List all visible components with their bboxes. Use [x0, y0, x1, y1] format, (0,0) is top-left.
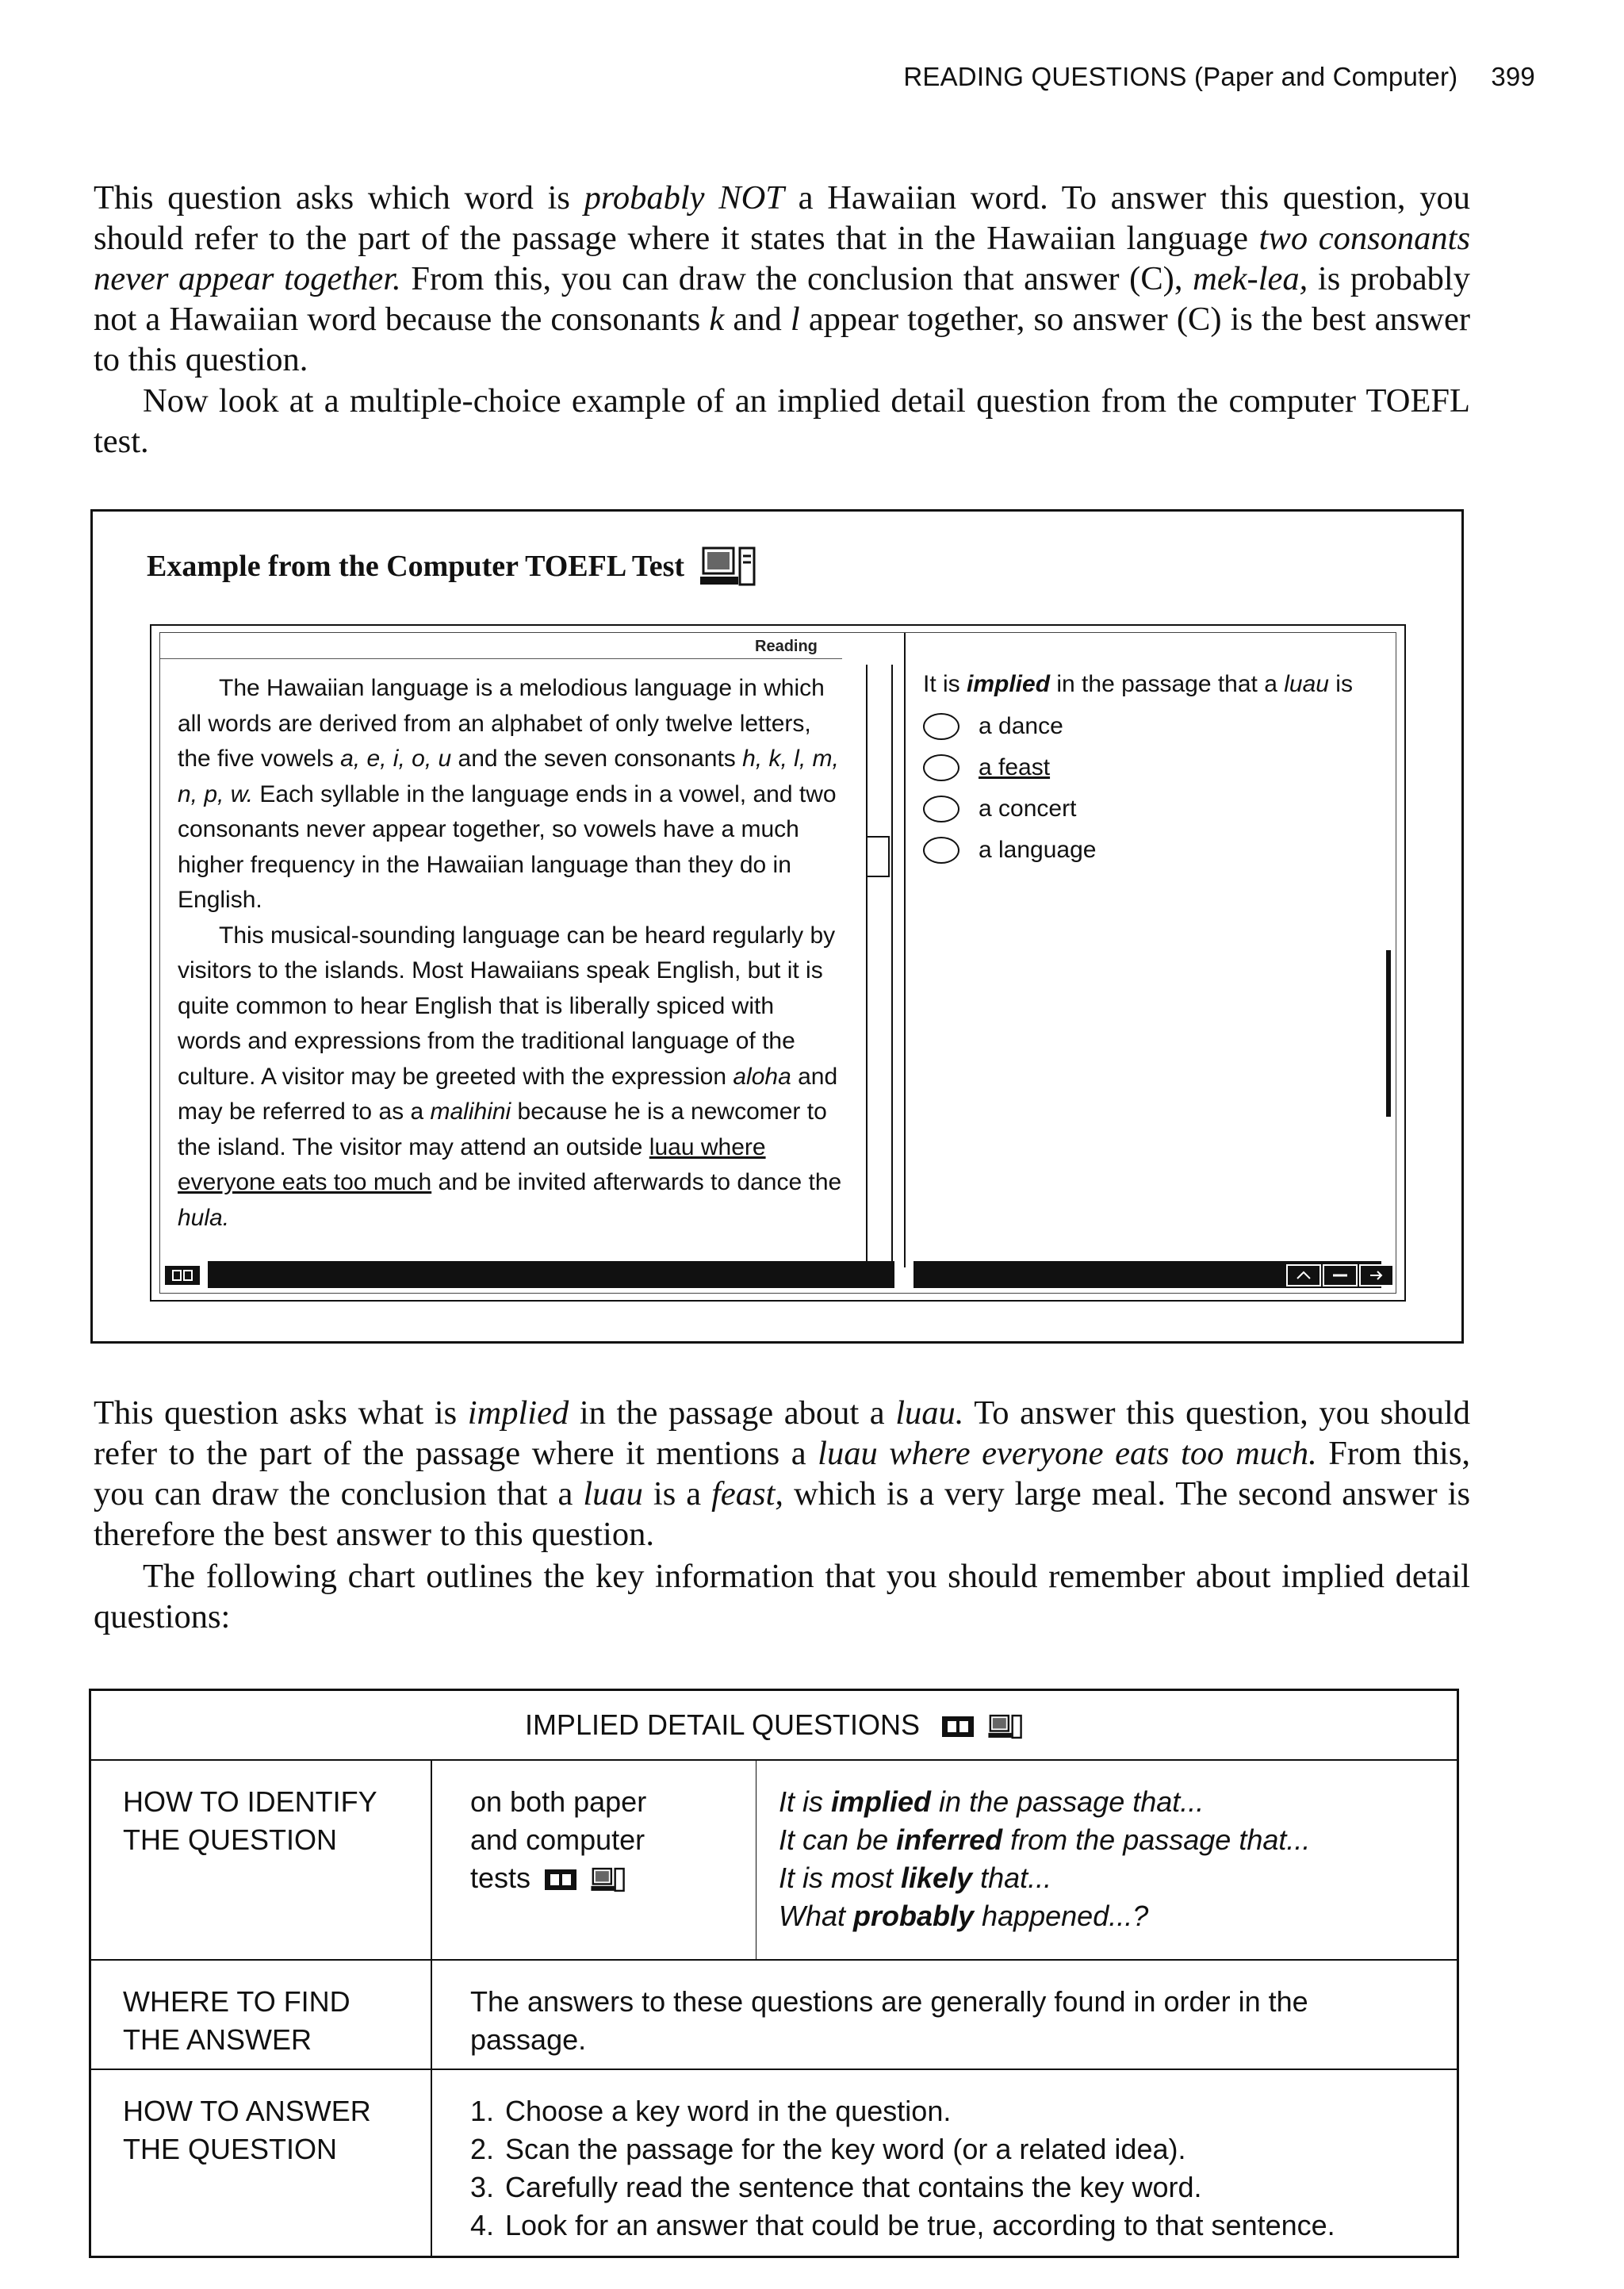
keyword: probably: [853, 1900, 975, 1932]
example-title: [147, 545, 757, 588]
passage-paragraph-1: [178, 671, 844, 918]
label-line: HOW TO IDENTIFY: [123, 1785, 377, 1818]
option-label: a language: [979, 837, 1097, 863]
text: From this, you can draw the conclusion that a: [94, 1435, 1470, 1513]
passage-scrollbar[interactable]: [866, 665, 893, 1266]
text: because he is a newcomer to the island. The visitor may attend an outside: [178, 1098, 827, 1160]
paragraph-2: Now look at a multiple-choice example of an implied detail question from the computer TOEFL test.: [94, 382, 1470, 460]
text: is a: [642, 1475, 712, 1513]
question-form: [779, 1859, 1457, 1897]
answer-option-3[interactable]: [923, 788, 1399, 830]
table-row: [90, 1760, 1458, 1960]
tests-line-3: [470, 1859, 756, 1897]
paragraph-4: The following chart outlines the key information that you should remember about implied detail questions:: [94, 1558, 1470, 1635]
answer-option-4[interactable]: [923, 830, 1399, 871]
emphasis: mek-lea,: [1193, 260, 1308, 297]
next-arrow-icon: [1368, 1269, 1385, 1282]
emphasis: luau: [583, 1475, 643, 1513]
confirm-icon: [1331, 1269, 1349, 1282]
underlined-phrase: luau where everyone eats too much: [178, 1133, 766, 1195]
text: is: [1328, 671, 1353, 697]
emphasis: l: [790, 301, 800, 338]
keyword: inferred: [896, 1823, 1003, 1856]
computer-icon: [589, 1866, 626, 1893]
text: It is: [779, 1785, 832, 1818]
emphasis: probably NOT: [584, 179, 784, 217]
computer-icon: [986, 1713, 1023, 1740]
list-item: [470, 2092, 1457, 2130]
text: It is most: [779, 1861, 902, 1894]
passage-paragraph-2: [178, 918, 844, 1237]
text: and the seven consonants: [451, 746, 743, 772]
answer-option-2[interactable]: [923, 747, 1399, 788]
text: and may be referred to as a: [178, 1063, 838, 1125]
emphasis: luau: [1284, 671, 1329, 697]
text: appear together, so answer (C) is the best answer to this question.: [94, 301, 1471, 378]
row-label: [90, 2069, 432, 2257]
text: The Hawaiian language is a melodious language in which all words are derived from an alphabet of only twelve letters, the five vowels: [178, 675, 825, 772]
format-icons: [545, 1866, 626, 1893]
label-line: THE QUESTION: [123, 1823, 338, 1856]
keyword: implied: [831, 1785, 932, 1818]
running-title: READING QUESTIONS (Paper and Computer): [903, 62, 1458, 91]
steps-list: [470, 2092, 1457, 2245]
text: that...: [972, 1861, 1052, 1894]
step-number: 4.: [470, 2209, 495, 2241]
summary-table: [89, 1689, 1459, 2258]
radio-oval-icon[interactable]: [923, 754, 959, 781]
radio-oval-icon[interactable]: [923, 713, 959, 740]
tests-line: and computer: [470, 1823, 645, 1856]
time-button[interactable]: [163, 1264, 201, 1286]
text: a Hawaiian word. To answer this question, you should refer to the part of the passage where it states that in the Hawaiian language: [94, 179, 1471, 257]
text: from the passage that...: [1002, 1823, 1311, 1856]
text: This musical-sounding language can be heard regularly by visitors to the islands. Most Hawaiians speak English, but it is quite common to hear English that is liberally spiced with words and expressions from the traditional language of the culture. A visitor may be greeted with the expression: [178, 922, 836, 1090]
step-text: Look for an answer that could be true, according to that sentence.: [505, 2209, 1335, 2241]
label-line: HOW TO ANSWER: [123, 2095, 371, 2127]
text: This question asks what is: [94, 1394, 468, 1432]
text: What: [779, 1900, 854, 1932]
emphasis: implied: [967, 671, 1051, 697]
option-label: a dance: [979, 713, 1063, 739]
radio-oval-icon[interactable]: [923, 796, 959, 822]
test-screen: [150, 624, 1406, 1302]
emphasis: feast,: [711, 1475, 784, 1513]
emphasis: malihini: [430, 1098, 511, 1125]
screen-inner: [159, 632, 1396, 1294]
tests-word: tests: [470, 1861, 531, 1894]
text: is probably not a Hawaiian word because the consonants: [94, 260, 1470, 338]
confirm-button[interactable]: [1323, 1264, 1358, 1286]
reading-passage: [178, 671, 844, 1236]
table-title-cell: [90, 1690, 1458, 1761]
question-forms-cell: [756, 1760, 1458, 1960]
step-number: 1.: [470, 2095, 495, 2127]
mode-label: Reading: [755, 638, 818, 655]
row-label: [90, 1760, 432, 1960]
text: It can be: [779, 1823, 897, 1856]
tests-cell: [431, 1760, 756, 1960]
table-title: IMPLIED DETAIL QUESTIONS: [524, 1708, 921, 1741]
text: Each syllable in the language ends in a vowel, and two consonants never appear together, so vowels have a much higher frequency in the Hawaiian language than they do in English.: [178, 780, 837, 913]
header-rule: [160, 658, 842, 659]
list-item: [470, 2207, 1457, 2245]
question-stem: [923, 671, 1399, 698]
text: happened...?: [974, 1900, 1149, 1932]
answer-option-1[interactable]: [923, 706, 1399, 747]
tests-line: on both paper: [470, 1785, 647, 1818]
right-edge-bar: [1386, 950, 1391, 1117]
option-label: a feast: [979, 754, 1051, 780]
question-form: [779, 1897, 1457, 1935]
emphasis: hula.: [178, 1204, 230, 1231]
pane-divider: [904, 633, 906, 1267]
format-icons: [942, 1713, 1023, 1740]
emphasis: luau where everyone eats too much.: [818, 1435, 1317, 1472]
text: in the passage that a: [1050, 671, 1285, 697]
paragraph-3: [94, 1393, 1470, 1555]
bottom-toolbar: [160, 1260, 1396, 1293]
table-title-row: [90, 1690, 1458, 1761]
running-header: [903, 62, 1535, 92]
step-text: Choose a key word in the question.: [505, 2095, 952, 2127]
text: From this, you can draw the conclusion that answer (C),: [400, 260, 1193, 297]
list-item: [470, 2168, 1457, 2207]
paragraph-1: [94, 178, 1470, 380]
toolbar-strip-left: [208, 1261, 894, 1288]
step-number: 2.: [470, 2133, 495, 2165]
emphasis: implied: [467, 1394, 569, 1432]
text: in the passage about a: [569, 1394, 896, 1432]
example-frame: [90, 509, 1464, 1344]
label-line: WHERE TO FIND: [123, 1985, 350, 2018]
text: which is a very large meal. The second answer is therefore the best answer to this question.: [94, 1475, 1471, 1553]
text: It is: [923, 671, 967, 697]
emphasis: h, k, l, m, n, p, w.: [178, 746, 839, 807]
question-form: [779, 1821, 1457, 1859]
list-item: [470, 2130, 1457, 2168]
text: and: [724, 301, 791, 338]
option-label: a concert: [979, 796, 1077, 822]
text: in the passage that...: [931, 1785, 1205, 1818]
paper-test-icon: [545, 1869, 576, 1890]
paper-test-icon: [942, 1716, 974, 1737]
step-text: Scan the passage for the key word (or a related idea).: [505, 2133, 1186, 2165]
computer-icon: [697, 545, 757, 588]
help-icon: [1295, 1269, 1312, 1282]
question-pane: [923, 671, 1399, 871]
example-title-text: Example from the Computer TOEFL Test: [147, 550, 685, 583]
question-form: [779, 1783, 1457, 1821]
scroll-thumb[interactable]: [868, 836, 890, 877]
text: and be invited afterwards to dance the: [431, 1169, 842, 1195]
row-label: [90, 1960, 432, 2069]
label-line: THE ANSWER: [123, 2023, 312, 2056]
next-button[interactable]: [1359, 1264, 1394, 1286]
step-number: 3.: [470, 2171, 495, 2203]
emphasis: k: [709, 301, 725, 338]
step-text: Carefully read the sentence that contains the key word.: [505, 2171, 1202, 2203]
emphasis: a, e, i, o, u: [340, 746, 452, 772]
steps-cell: [431, 2069, 1458, 2257]
text: This question asks which word is: [94, 179, 584, 217]
help-button[interactable]: [1286, 1264, 1321, 1286]
emphasis: two consonants never appear together.: [94, 220, 1471, 297]
where-cell: The answers to these questions are generally found in order in the passage.: [431, 1960, 1458, 2069]
text: To answer this question, you should refer to the part of the passage where it mentions a: [94, 1394, 1471, 1472]
table-row: [90, 1960, 1458, 2069]
keyword: likely: [901, 1861, 973, 1894]
page-number: 399: [1491, 62, 1535, 91]
label-line: THE QUESTION: [123, 2133, 338, 2165]
emphasis: luau.: [895, 1394, 964, 1432]
time-icon: [171, 1269, 193, 1282]
table-row: [90, 2069, 1458, 2257]
radio-oval-icon[interactable]: [923, 837, 959, 864]
emphasis: aloha: [733, 1063, 791, 1090]
